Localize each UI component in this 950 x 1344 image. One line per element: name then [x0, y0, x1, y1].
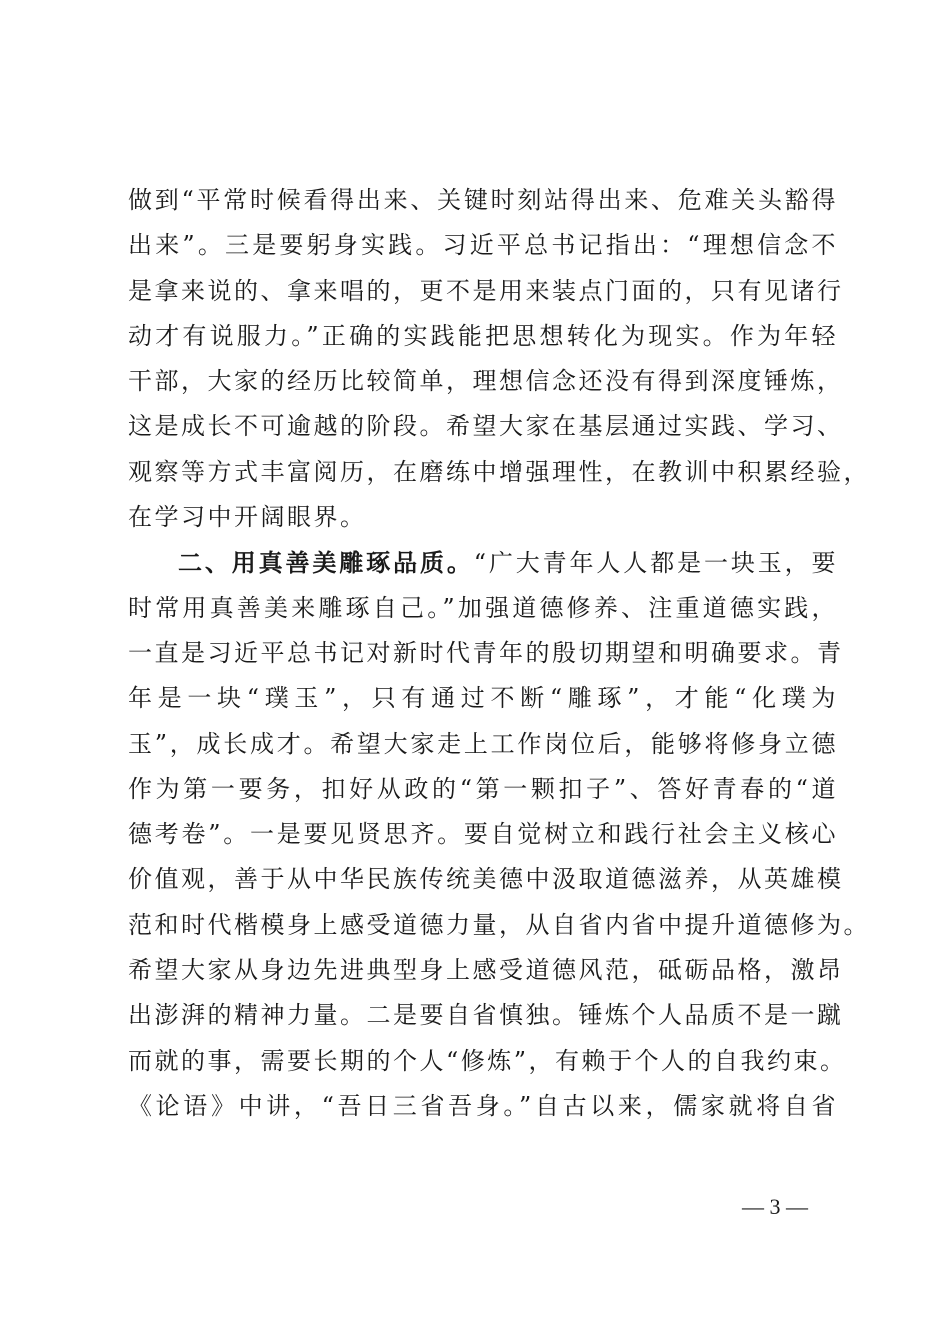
text-line: 出澎湃的精神力量。二是要自省慎独。锤炼个人品质不是一蹴	[128, 1001, 844, 1030]
text-line: 时常用真善美来雕琢自己。”加强道德修养、注重道德实践，	[128, 593, 838, 622]
text-line: 玉”，成长成才。希望大家走上工作岗位后，能够将修身立德	[128, 729, 838, 758]
section-heading: 二、用真善美雕琢品质。	[178, 548, 474, 578]
paragraph-continued	[128, 178, 870, 540]
text-line: 动才有说服力。”正确的实践能把思想转化为现实。作为年轻	[128, 321, 838, 350]
text-line: 价值观，善于从中华民族传统美德中汲取道德滋养，从英雄模	[128, 865, 844, 894]
text-line: 一直是习近平总书记对新时代青年的殷切期望和明确要求。青	[128, 638, 844, 667]
text-line: 在学习中开阔眼界。	[128, 503, 367, 532]
text-line: 出来”。三是要躬身实践。习近平总书记指出：“理想信念不	[128, 231, 838, 260]
text-line: 德考卷”。一是要见贤思齐。要自觉树立和践行社会主义核心	[128, 820, 838, 849]
text-line: 而就的事，需要长期的个人“修炼”，有赖于个人的自我约束。	[128, 1046, 847, 1075]
body-text	[128, 178, 870, 1129]
text-line: 《论语》中讲，“吾日三省吾身。”自古以来，儒家就将自省	[128, 1091, 838, 1120]
text-line: 这是成长不可逾越的阶段。希望大家在基层通过实践、学习、	[128, 412, 844, 441]
text-line: 是拿来说的、拿来唱的，更不是用来装点门面的，只有见诸行	[128, 276, 844, 305]
text-line: 做到“平常时候看得出来、关键时刻站得出来、危难关头豁得	[128, 186, 838, 214]
text-line: 范和时代楷模身上感受道德力量，从自省内省中提升道德修为。	[128, 910, 870, 939]
paragraph-section-two	[128, 540, 870, 1129]
text-line: 干部，大家的经历比较简单，理想信念还没有得到深度锤炼，	[128, 367, 844, 396]
heading-line-rest: “广大青年人人都是一块玉，要	[473, 549, 838, 578]
text-line: 观察等方式丰富阅历，在磨练中增强理性，在教训中积累经验，	[128, 457, 870, 486]
text-line: 希望大家从身边先进典型身上感受道德风范，砥砺品格，激昂	[128, 956, 844, 985]
text-line: 作为第一要务，扣好从政的“第一颗扣子”、答好青春的“道	[128, 774, 838, 803]
page-number: — 3 —	[742, 1194, 808, 1219]
text-line: 年是一块“璞玉”，只有通过不断“雕琢”，才能“化璞为	[128, 684, 838, 713]
text-line	[128, 540, 838, 585]
